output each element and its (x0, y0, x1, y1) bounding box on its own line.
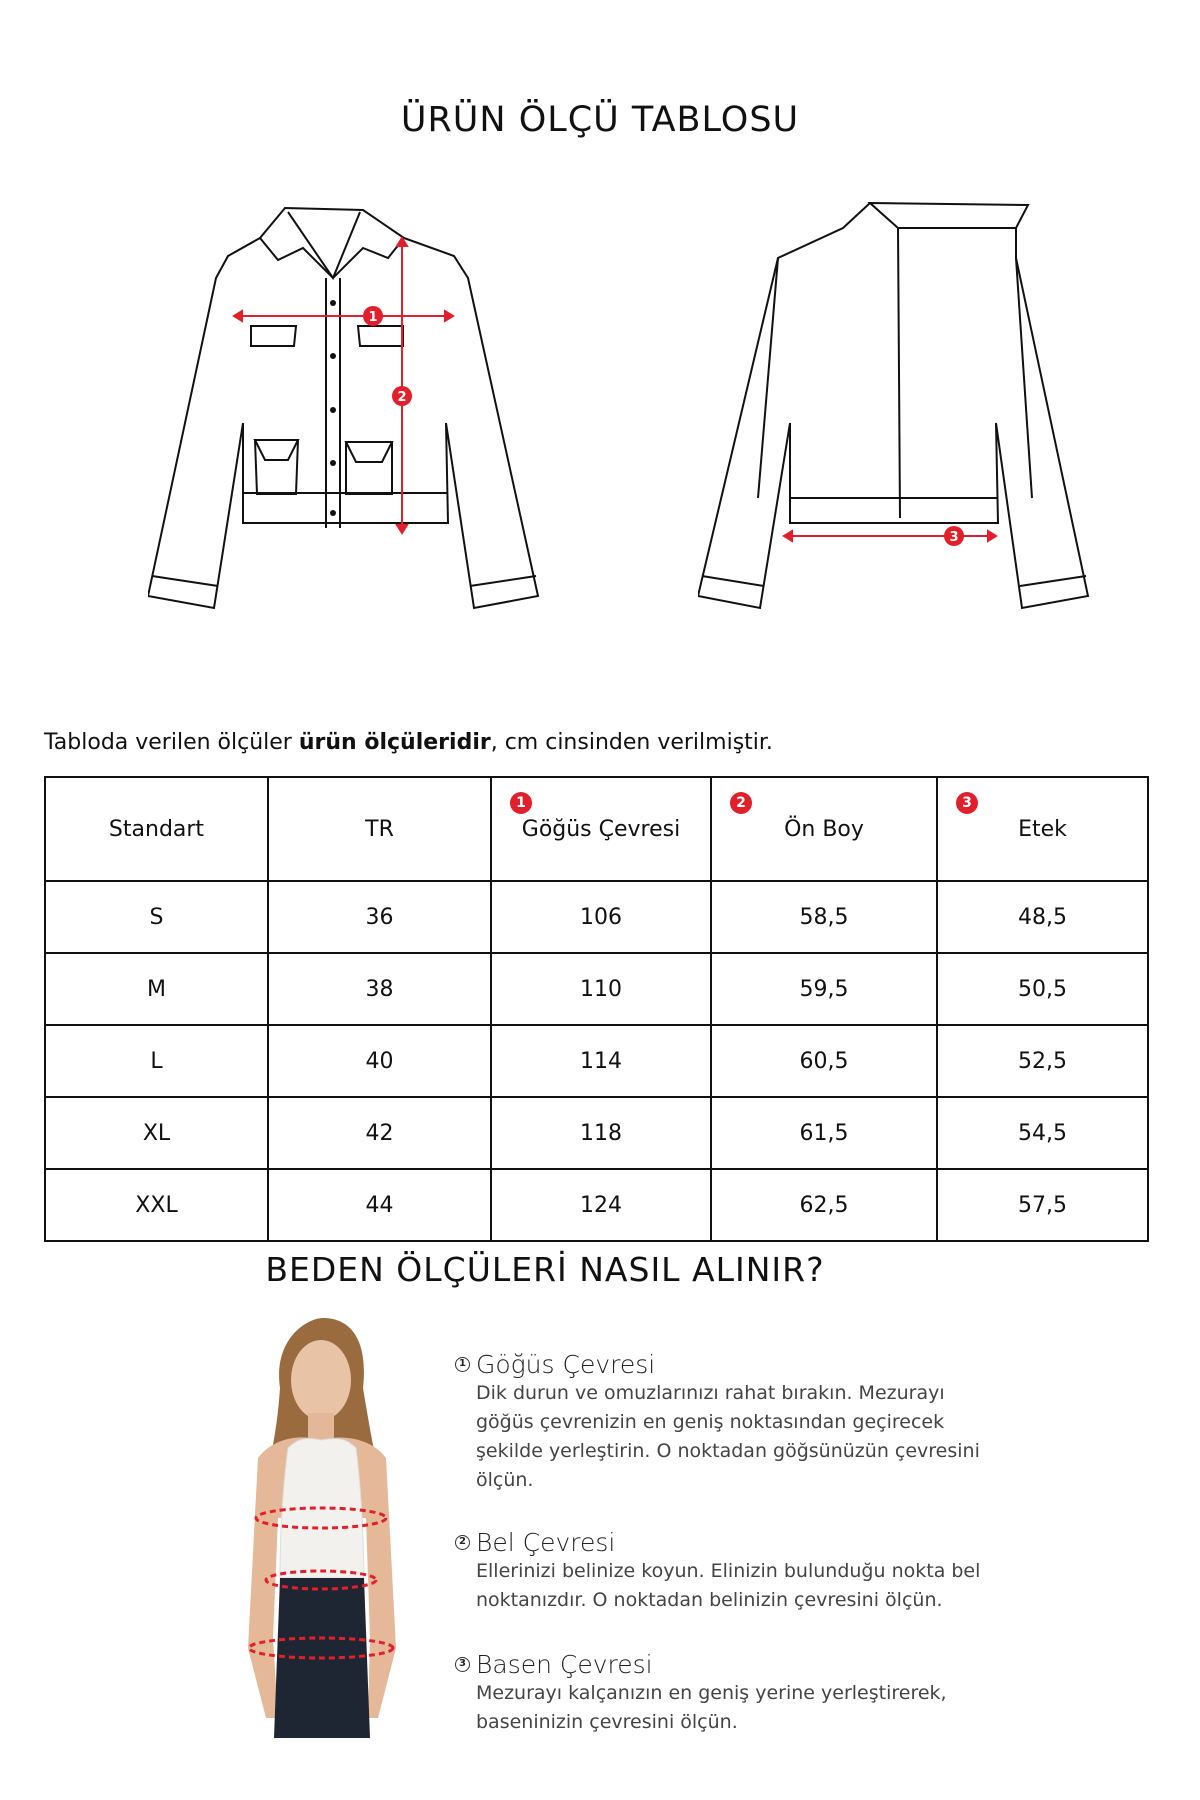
cell: 106 (491, 881, 711, 953)
cell: XXL (45, 1169, 268, 1241)
guide-heading: Basen Çevresi (476, 1650, 653, 1679)
size-table (44, 776, 1149, 1242)
table-row (45, 1025, 1148, 1097)
badge-2: 2 (730, 792, 752, 814)
badge-3: 3 (956, 792, 978, 814)
guide-number: 3 (455, 1657, 470, 1672)
guide-heading: Göğüs Çevresi (476, 1350, 656, 1379)
cell: 118 (491, 1097, 711, 1169)
table-header-row (45, 777, 1148, 881)
cell: 110 (491, 953, 711, 1025)
cell: 57,5 (937, 1169, 1148, 1241)
measure-marker-3 (944, 526, 964, 546)
svg-text:2: 2 (397, 390, 407, 405)
jacket-back-diagram (698, 198, 1098, 628)
table-row (45, 953, 1148, 1025)
guide-heading: Bel Çevresi (476, 1528, 616, 1557)
guide-text: Ellerinizi belinize koyun. Elinizin bulunduğu nokta bel noktanızdır. O noktadan belinizin çevresini ölçün. (476, 1560, 981, 1611)
cell: 44 (268, 1169, 491, 1241)
cell: 54,5 (937, 1097, 1148, 1169)
cell: 114 (491, 1025, 711, 1097)
cell: 52,5 (937, 1025, 1148, 1097)
table-row (45, 1097, 1148, 1169)
cell: 40 (268, 1025, 491, 1097)
cell: 124 (491, 1169, 711, 1241)
cell: 59,5 (711, 953, 937, 1025)
guide-chest (455, 1350, 996, 1495)
cell: 48,5 (937, 881, 1148, 953)
guide-text: Dik durun ve omuzlarınızı rahat bırakın. Mezurayı göğüs çevrenizin en geniş noktasından geçirecek şekilde yerleştirin. O noktadan göğsünüzün çevresini ölçün. (476, 1382, 980, 1491)
cell: 62,5 (711, 1169, 937, 1241)
jacket-front-diagram (148, 198, 548, 628)
cell: XL (45, 1097, 268, 1169)
guide-number: 1 (455, 1357, 470, 1372)
header-tr: TR (268, 777, 491, 881)
note-bold: ürün ölçüleridir (298, 730, 491, 755)
header-on-boy: 2 Ön Boy (711, 777, 937, 881)
how-to-measure-title: BEDEN ÖLÇÜLERİ NASIL ALINIR? (265, 1250, 825, 1289)
note-text: Tabloda verilen ölçüler (44, 730, 299, 755)
svg-text:1: 1 (368, 310, 378, 325)
table-row (45, 881, 1148, 953)
cell: S (45, 881, 268, 953)
cell: 50,5 (937, 953, 1148, 1025)
header-gogus: 1 Göğüs Çevresi (491, 777, 711, 881)
cell: 38 (268, 953, 491, 1025)
cell: 36 (268, 881, 491, 953)
cell: 42 (268, 1097, 491, 1169)
cell: 58,5 (711, 881, 937, 953)
table-note (44, 730, 773, 755)
badge-1: 1 (510, 792, 532, 814)
svg-text:3: 3 (949, 530, 959, 545)
cell: 61,5 (711, 1097, 937, 1169)
guide-waist (455, 1528, 996, 1615)
measure-marker-1 (363, 306, 383, 326)
page-title: ÜRÜN ÖLÇÜ TABLOSU (400, 100, 800, 140)
model-photo (218, 1318, 418, 1738)
cell: L (45, 1025, 268, 1097)
measure-marker-2 (392, 386, 412, 406)
table-row (45, 1169, 1148, 1241)
cell: M (45, 953, 268, 1025)
guide-hip (455, 1650, 996, 1737)
guide-number: 2 (455, 1535, 470, 1550)
note-suffix: , cm cinsinden verilmiştir. (490, 730, 773, 755)
cell: 60,5 (711, 1025, 937, 1097)
header-etek: 3 Etek (937, 777, 1148, 881)
guide-text: Mezurayı kalçanızın en geniş yerine yerleştirerek, baseninizin çevresini ölçün. (476, 1682, 947, 1733)
header-standart: Standart (45, 777, 268, 881)
